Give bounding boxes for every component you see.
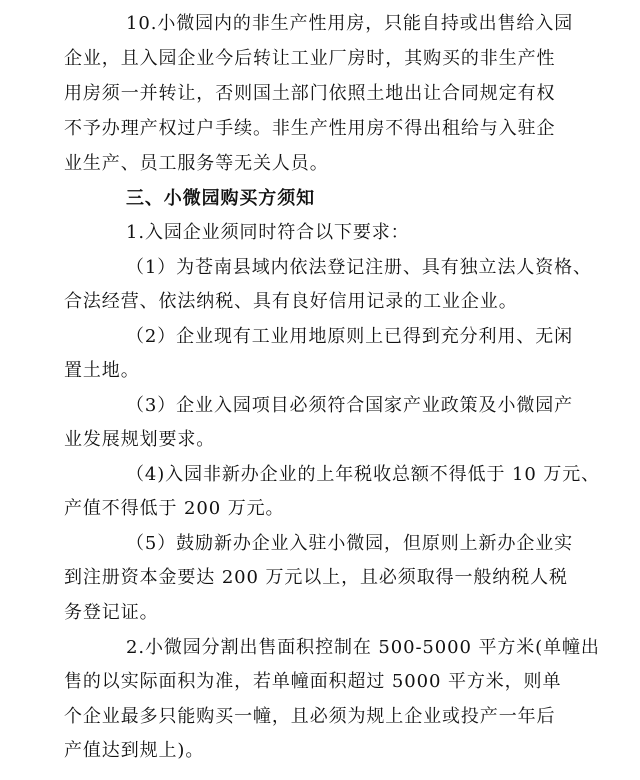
paragraph-10-line-2: 企业，且入园企业今后转让工业厂房时，其购买的非生产性 — [64, 48, 556, 69]
sub-2-line-2: 置土地。 — [64, 360, 140, 381]
sub-3-line-1: （3）企业入园项目必须符合国家产业政策及小微园产 — [126, 395, 574, 416]
sub-2-line-1: （2）企业现有工业用地原则上已得到充分利用、无闲 — [126, 326, 574, 347]
item-2-line-2: 售的以实际面积为准，若单幢面积超过 5000 平方米，则单 — [64, 671, 562, 692]
item-2-line-4: 产值达到规上)。 — [64, 740, 205, 761]
item-2-line-3: 个企业最多只能购买一幢，且必须为规上企业或投产一年后 — [64, 706, 556, 727]
section-3-heading: 三、小微园购买方须知 — [126, 188, 315, 209]
sub-3-line-2: 业发展规划要求。 — [64, 429, 216, 450]
sub-4-line-1: （4)入园非新办企业的上年税收总额不得低于 10 万元、 — [126, 464, 601, 485]
item-2-line-1: 2.小微园分割出售面积控制在 500-5000 平方米(单幢出 — [126, 637, 600, 658]
sub-5-line-2: 到注册资本金要达 200 万元以上，且必须取得一般纳税人税 — [64, 567, 568, 588]
paragraph-10-line-4: 不予办理产权过户手续。非生产性用房不得出租给与入驻企 — [64, 118, 556, 139]
sub-5-line-3: 务登记证。 — [64, 602, 159, 623]
sub-5-line-1: （5）鼓励新办企业入驻小微园，但原则上新办企业实 — [126, 533, 574, 554]
paragraph-10-line-5: 业生产、员工服务等无关人员。 — [64, 153, 329, 174]
item-1-intro: 1.入园企业须同时符合以下要求： — [126, 222, 410, 243]
paragraph-10-line-1: 10.小微园内的非生产性用房，只能自持或出售给入园 — [126, 13, 574, 34]
sub-1-line-2: 合法经营、依法纳税、具有良好信用记录的工业企业。 — [64, 291, 518, 312]
paragraph-10-line-3: 用房须一并转让，否则国土部门依照土地出让合同规定有权 — [64, 83, 556, 104]
sub-4-line-2: 产值不得低于 200 万元。 — [64, 498, 285, 519]
sub-1-line-1: （1）为苍南县域内依法登记注册、具有独立法人资格、 — [126, 257, 592, 278]
